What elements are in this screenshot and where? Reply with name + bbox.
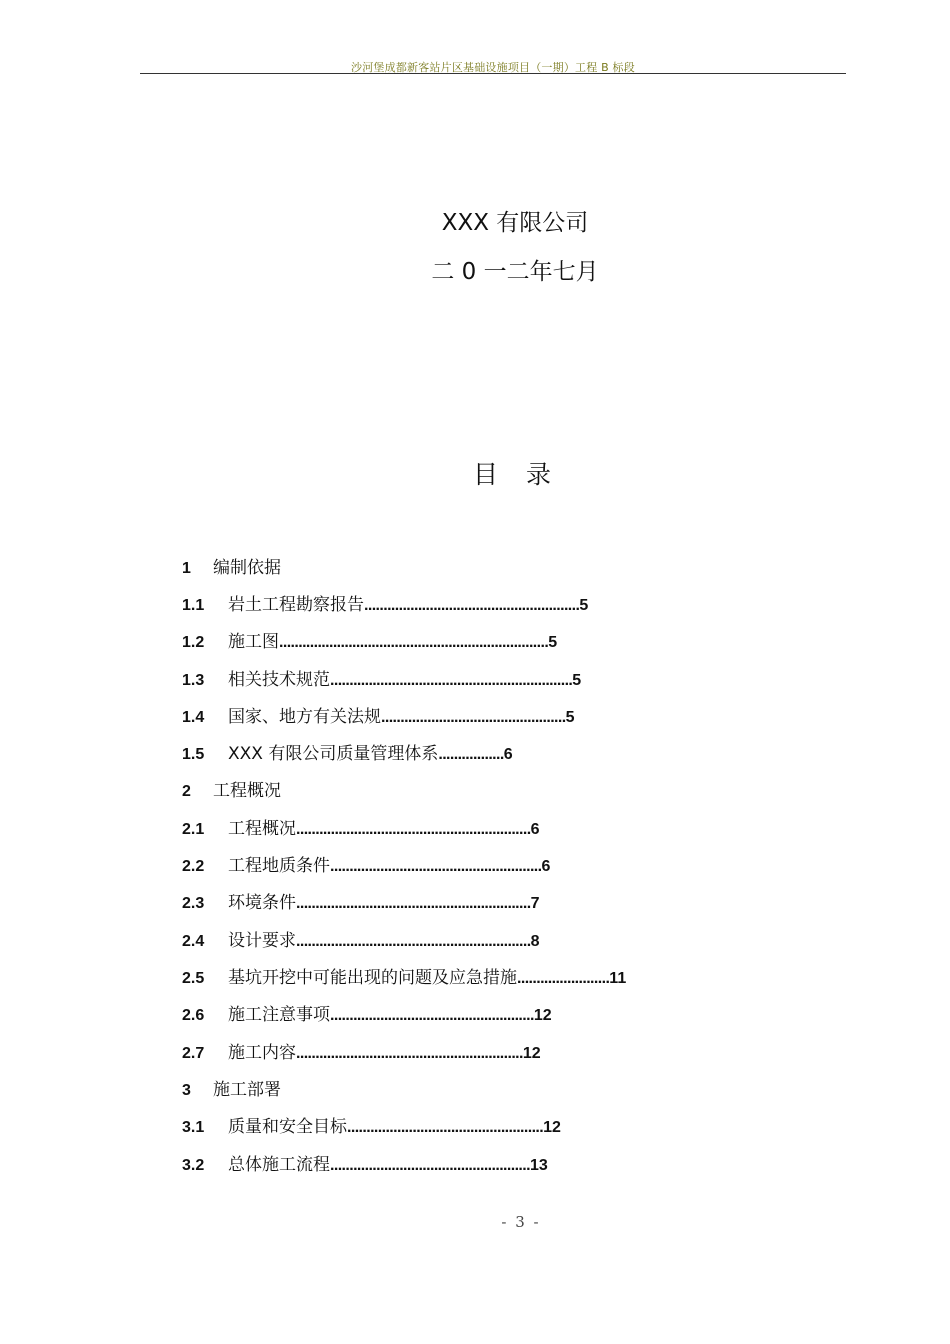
toc-entry[interactable] — [182, 1003, 552, 1027]
toc-entry[interactable] — [182, 966, 626, 990]
toc-entry[interactable] — [182, 817, 539, 841]
document-date: 二 0 一二年七月 — [431, 259, 599, 285]
toc-entry-leader: ................................................ — [381, 709, 566, 726]
toc-entry-leader: ...................................................................... — [279, 634, 549, 651]
toc-entry-leader: ............................................................. — [296, 933, 531, 950]
toc-entry-leader: ............................................................. — [296, 821, 531, 838]
toc-entry-leader: ............................................................. — [296, 895, 531, 912]
toc-entry-page: 7 — [530, 895, 540, 912]
toc-entry-number: 2.4 — [182, 933, 205, 950]
toc-entry-title: 岩土工程勘察报告 — [228, 595, 364, 615]
toc-entry-page: 5 — [579, 597, 589, 614]
toc-entry-number: 2.7 — [182, 1045, 205, 1062]
toc-entry-title: 相关技术规范 — [228, 670, 330, 690]
toc-entry-page: 8 — [530, 933, 540, 950]
toc-entry-page: 5 — [548, 634, 558, 651]
toc-entry-page: 11 — [609, 970, 627, 987]
toc-entry-number: 2.6 — [182, 1007, 205, 1024]
toc-entry-title: 国家、地方有关法规 — [228, 707, 381, 727]
toc-entry[interactable] — [182, 929, 539, 953]
toc-entry-number: 2.2 — [182, 858, 205, 875]
toc-entry-leader: .................................................... — [330, 1157, 530, 1174]
toc-entry-number: 3 — [182, 1082, 191, 1099]
toc-entry[interactable] — [182, 593, 588, 617]
toc-entry-title: 设计要求 — [228, 931, 296, 951]
running-header: 沙河堡成都新客站片区基础设施项目（一期）工程 B 标段 — [351, 61, 635, 74]
toc-entry[interactable] — [182, 891, 539, 915]
toc-entry-page: 6 — [541, 858, 551, 875]
toc-entry-leader: ............................................................... — [330, 672, 573, 689]
toc-entry-page: 12 — [522, 1045, 541, 1062]
toc-entry-number: 2.3 — [182, 895, 205, 912]
toc-entry-number: 1.1 — [182, 597, 205, 614]
toc-entry-title: 施工部署 — [213, 1080, 281, 1100]
toc-entry-title: XXX 有限公司质量管理体系 — [228, 744, 439, 764]
toc-entry-page: 5 — [565, 709, 575, 726]
toc-entry-title: 工程地质条件 — [228, 856, 330, 876]
toc-entry-page: 5 — [572, 672, 582, 689]
toc-entry-number: 1.2 — [182, 634, 205, 651]
toc-entry[interactable] — [182, 668, 581, 692]
toc-entry[interactable] — [182, 1115, 561, 1139]
toc-entry[interactable] — [182, 779, 281, 803]
header-rule — [140, 73, 846, 74]
company-name: XXX 有限公司 — [441, 210, 589, 236]
toc-title: 目录 — [472, 460, 579, 489]
toc-entry-title: 施工内容 — [228, 1043, 296, 1063]
toc-entry-page: 12 — [543, 1119, 561, 1136]
toc-entry[interactable] — [182, 630, 557, 654]
toc-entry-title: 质量和安全目标 — [228, 1117, 347, 1137]
page-number: - 3 - — [501, 1213, 541, 1231]
toc-entry-leader: ..................................................... — [330, 1007, 534, 1024]
toc-entry-number: 1.4 — [182, 709, 205, 726]
toc-entry[interactable] — [182, 854, 550, 878]
toc-entry-title: 总体施工流程 — [228, 1155, 330, 1175]
toc-entry-number: 3.2 — [182, 1157, 205, 1174]
toc-entry-leader: ................. — [438, 746, 504, 763]
toc-entry-leader: ........................ — [517, 970, 610, 987]
toc-entry-leader: ........................................................ — [364, 597, 580, 614]
toc-entry-number: 1.5 — [182, 746, 205, 763]
toc-entry-number: 2.5 — [182, 970, 205, 987]
toc-entry-title: 施工图 — [228, 632, 279, 652]
toc-entry[interactable] — [182, 1078, 281, 1102]
toc-entry-leader: ........................................................... — [296, 1045, 523, 1062]
toc-entry-number: 1 — [182, 560, 191, 577]
toc-entry-page: 6 — [530, 821, 540, 838]
toc-entry-leader: ................................................... — [347, 1119, 544, 1136]
toc-entry-page: 13 — [529, 1157, 548, 1174]
toc-entry-title: 工程概况 — [228, 819, 296, 839]
toc-entry-page: 12 — [533, 1007, 552, 1024]
toc-entry-leader: ....................................................... — [330, 858, 542, 875]
toc-entry-number: 1.3 — [182, 672, 205, 689]
toc-entry[interactable] — [182, 1153, 548, 1177]
toc-entry-title: 施工注意事项 — [228, 1005, 330, 1025]
toc-entry-number: 2 — [182, 783, 191, 800]
toc-entry-title: 工程概况 — [213, 781, 281, 801]
toc-entry[interactable] — [182, 556, 281, 580]
toc-entry-title: 编制依据 — [213, 558, 281, 578]
toc-entry[interactable] — [182, 742, 513, 766]
toc-entry-number: 3.1 — [182, 1119, 205, 1136]
toc-entry[interactable] — [182, 1041, 541, 1065]
toc-entry-page: 6 — [503, 746, 513, 763]
toc-entry-title: 环境条件 — [228, 893, 296, 913]
toc-entry-number: 2.1 — [182, 821, 205, 838]
toc-entry[interactable] — [182, 705, 574, 729]
toc-entry-title: 基坑开挖中可能出现的问题及应急措施 — [228, 968, 517, 988]
